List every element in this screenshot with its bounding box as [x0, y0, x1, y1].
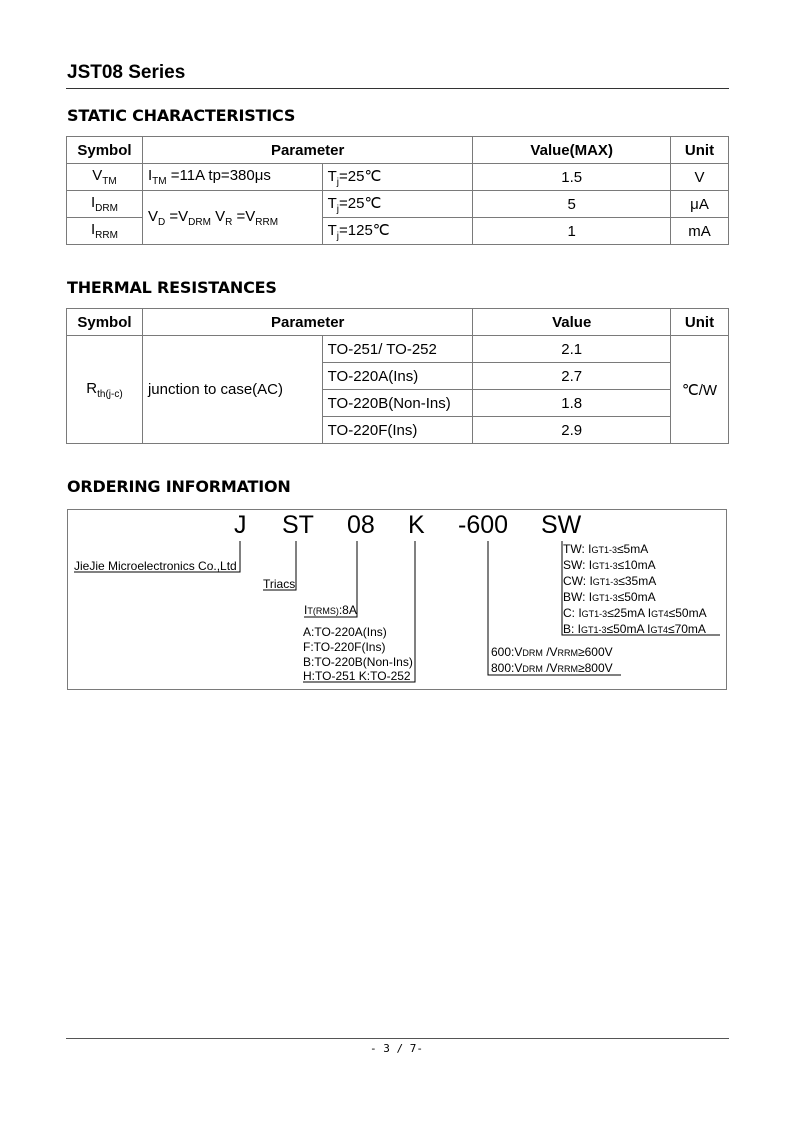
parameter-cell: $I_{TM} =11A$ tp=380μs [142, 164, 322, 191]
unit-cell: V [671, 164, 729, 191]
package-option: B:TO-220B(Non-Ins) [303, 655, 413, 669]
gate-option: CW: IGT1-3≤35mA [563, 574, 657, 588]
code-part-current: 08 [347, 511, 375, 539]
package-cell: TO-220B(Non-Ins) [322, 390, 473, 417]
package-option: H:TO-251 K:TO-252 [303, 669, 411, 683]
company-label: JieJie Microelectronics Co.,Ltd [74, 559, 237, 573]
voltage-option: 600:VDRM /VRRM≥600V [491, 645, 613, 659]
unit-cell: μA [671, 191, 729, 218]
value-cell: 1.5 [473, 164, 671, 191]
page-number: - 3 / 7- [370, 1042, 423, 1055]
col-value: Value(MAX) [473, 137, 671, 164]
col-unit: Unit [671, 137, 729, 164]
current-label: IT(RMS):8A [304, 603, 357, 617]
package-option: F:TO-220F(Ins) [303, 640, 386, 654]
condition-cell: $T_j=25℃$ [322, 164, 473, 191]
gate-option: BW: IGT1-3≤50mA [563, 590, 656, 604]
code-part-brand: J [234, 511, 247, 539]
value-cell: 5 [473, 191, 671, 218]
package-cell: TO-220A(Ins) [322, 363, 473, 390]
symbol-cell: $I_{DRM}$ [67, 191, 143, 218]
code-part-package: K [408, 511, 425, 539]
value-cell: 1 [473, 218, 671, 245]
condition-cell: $T_j=125℃$ [322, 218, 473, 245]
symbol-cell: $I_{RRM}$ [67, 218, 143, 245]
gate-option: TW: IGT1-3≤5mA [563, 542, 649, 556]
code-part-type: ST [282, 511, 314, 539]
condition-cell: $T_j=25℃$ [322, 191, 473, 218]
package-cell: TO-220F(Ins) [322, 417, 473, 444]
gate-option: SW: IGT1-3≤10mA [563, 558, 656, 572]
parameter-cell: junction to case(AC) [142, 336, 322, 444]
unit-cell: ℃/W [671, 336, 729, 444]
col-parameter: Parameter [142, 137, 472, 164]
code-part-voltage: -600 [458, 511, 509, 539]
package-option: A:TO-220A(Ins) [303, 625, 387, 639]
ordering-heading: ORDERING INFORMATION [67, 477, 291, 496]
type-label: Triacs [263, 577, 296, 591]
page-title: JST08 Series [67, 62, 186, 83]
col-parameter: Parameter [142, 309, 472, 336]
unit-cell: mA [671, 218, 729, 245]
value-cell: 1.8 [473, 390, 671, 417]
static-heading: STATIC CHARACTERISTICS [67, 106, 296, 125]
symbol-cell: $R_{th(j-c)}$ [67, 336, 143, 444]
value-cell: 2.1 [473, 336, 671, 363]
code-part-gate: SW [541, 511, 582, 539]
gate-option: B: IGT1-3≤50mA IGT4≤70mA [563, 622, 706, 636]
voltage-option: 800:VDRM /VRRM≥800V [491, 661, 613, 675]
thermal-heading: THERMAL RESISTANCES [67, 278, 277, 297]
col-value: Value [473, 309, 671, 336]
footer-rule [66, 1038, 729, 1039]
col-symbol: Symbol [67, 137, 143, 164]
parameter-cell: $V_D =V_{DRM}$ $V_R =V_{RRM}$ [142, 191, 322, 245]
col-symbol: Symbol [67, 309, 143, 336]
symbol-cell: $V_{TM}$ [67, 164, 143, 191]
value-cell: 2.9 [473, 417, 671, 444]
gate-option: C: IGT1-3≤25mA IGT4≤50mA [563, 606, 707, 620]
value-cell: 2.7 [473, 363, 671, 390]
package-cell: TO-251/ TO-252 [322, 336, 473, 363]
col-unit: Unit [671, 309, 729, 336]
